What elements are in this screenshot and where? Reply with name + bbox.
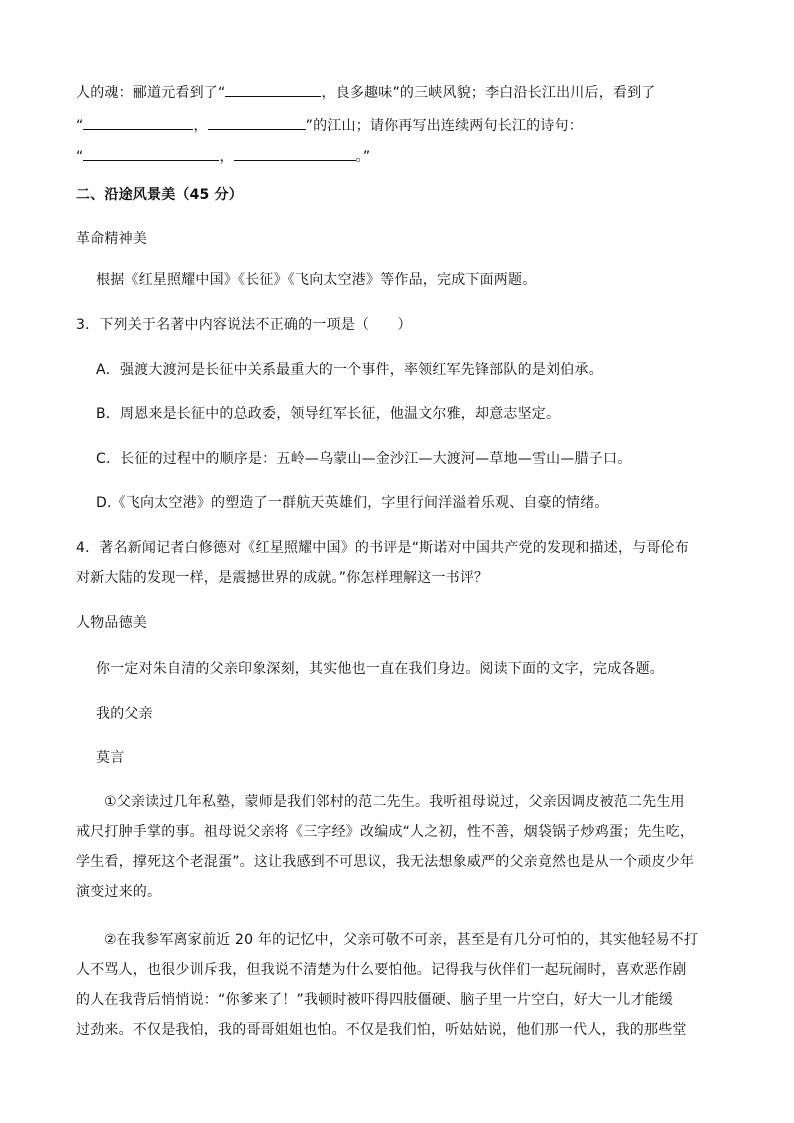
- poem-line-2: [76, 115, 583, 136]
- option-b[interactable]: B．周恩来是长征中的总政委，领导红军长征，他温文尔雅，却意志坚定。: [96, 406, 561, 422]
- answer-blank[interactable]: [208, 115, 306, 130]
- option-c[interactable]: C．长征的过程中的顺序是：五岭—乌蒙山—金沙江—大渡河—草地—雪山—腊子口。: [96, 451, 632, 467]
- question-4-line-2: 对新大陆的发现一样，是震撼世界的成就。”你怎样理解这一书评？: [76, 570, 489, 586]
- poem-text: “: [76, 118, 84, 134]
- answer-blank[interactable]: [234, 146, 356, 161]
- poem-text: ，良多趣味”的三峡风貌；李白沿长江出川后，看到了: [321, 85, 656, 101]
- paragraph-1-line: 演变过来的。: [76, 884, 162, 900]
- subsection-title: 革命精神美: [76, 231, 147, 247]
- poem-text: ，: [219, 149, 234, 165]
- option-a[interactable]: A．强渡大渡河是长征中关系最重大的一个事件，率领红军先锋部队的是刘伯承。: [96, 362, 603, 378]
- poem-line-1: [76, 82, 656, 103]
- poem-text: 。”: [355, 149, 371, 165]
- article-author: 莫言: [96, 750, 125, 766]
- paragraph-1-line: ①父亲读过几年私塾，蒙师是我们邻村的范二先生。我听祖母说过，父亲因调皮被范二先生用: [104, 794, 685, 810]
- paragraph-1-line: 戒尺打肿手掌的事。祖母说父亲将《三字经》改编成“人之初，性不善，烟袋锅子炒鸡蛋；先生吃，: [76, 824, 695, 840]
- answer-blank[interactable]: [83, 146, 219, 161]
- poem-text: ”的江山；请你再写出连续两句长江的诗句：: [305, 118, 583, 134]
- paragraph-2-line: ②在我参军离家前近 20 年的记忆中，父亲可敬不可亲，甚至是有几分可怕的，其实他轻易不打: [104, 932, 699, 948]
- answer-blank[interactable]: [225, 82, 321, 97]
- poem-line-3: [76, 146, 370, 167]
- paragraph-2-line: 过劲来。不仅是我怕，我的哥哥姐姐也怕。不仅是我们怕，听姑姑说，他们那一代人，我的那些堂: [76, 1022, 687, 1038]
- article-title: 我的父亲: [96, 706, 153, 722]
- paragraph-1-line: 学生看，撑死这个老混蛋”。这让我感到不可思议，我无法想象威严的父亲竟然也是从一个顽皮少年: [76, 854, 695, 870]
- question-4-line-1: 4．著名新闻记者白修德对《红星照耀中国》的书评是“斯诺对中国共产党的发现和描述，与哥伦布: [76, 540, 689, 556]
- paragraph-2-line: 的人在我背后悄悄说：“你爹来了！”我顿时被吓得四肢僵硬、脑子里一片空白，好大一儿才能缓: [76, 992, 674, 1008]
- section-intro: 根据《红星照耀中国》《长征》《飞向太空港》等作品，完成下面两题。: [96, 272, 537, 288]
- poem-text: 人的魂：郦道元看到了“: [76, 85, 226, 101]
- paragraph-2-line: 人不骂人，也很少训斥我，但我说不清楚为什么要怕他。记得我与伙伴们一起玩闹时，喜欢恶作剧: [76, 962, 687, 978]
- question-3-stem: 3．下列关于名著中内容说法不正确的一项是（ ）: [76, 317, 412, 333]
- poem-text: “: [76, 149, 84, 165]
- subsection-title: 人物品德美: [76, 615, 147, 631]
- section-heading: 二、沿途风景美（45 分）: [76, 187, 243, 203]
- section-intro: 你一定对朱自清的父亲印象深刻，其实他也一直在我们身边。阅读下面的文字，完成各题。: [96, 661, 664, 677]
- option-d[interactable]: D.《飞向太空港》的塑造了一群航天英雄们，字里行间洋溢着乐观、自豪的情绪。: [96, 495, 609, 511]
- poem-text: ，: [193, 118, 208, 134]
- answer-blank[interactable]: [83, 115, 193, 130]
